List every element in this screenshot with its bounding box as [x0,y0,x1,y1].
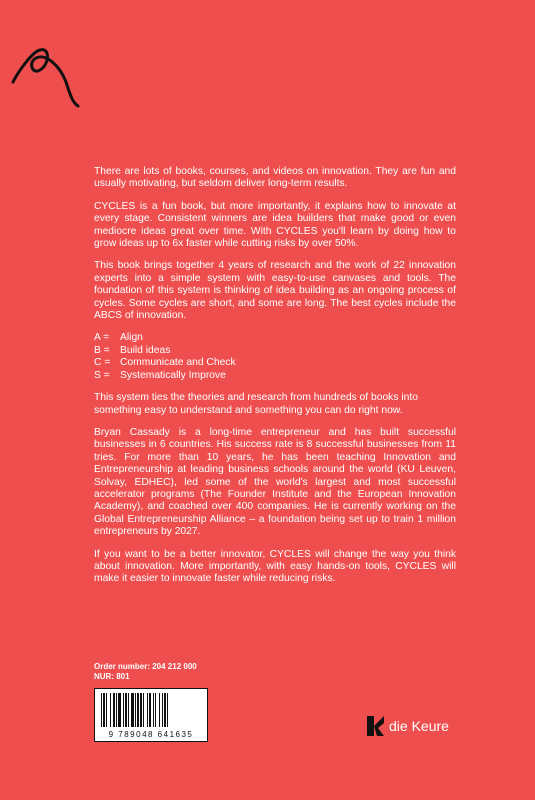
nur-code: NUR: 801 [94,672,130,681]
abcs-item: B = Build ideas [94,344,171,356]
system-paragraph: This system ties the theories and research from hundreds of books into something easy to understand and something you can do right now. [94,392,418,416]
decorative-swirl [10,42,85,112]
barcode-bars [99,693,203,727]
research-paragraph: This book brings together 4 years of research and the work of 22 innovation experts into a simple system with easy-to-use canvases and tools. The foundation of this system is thinking of idea building as an ongoing process of cycles. Some cycles are short, and some are long. The best cycles include the ABCS of innovation. [94,260,456,322]
order-number: Order number: 204 212 000 [94,662,197,671]
closing-paragraph: If you want to be a better innovator, CYCLES will change the way you think about innovation. More importantly, with easy hands-on tools, CYCLES will make it easier to innovate faster while reducing risks. [94,548,456,585]
back-cover-text [94,166,456,596]
abcs-item: A = Align [94,332,143,344]
publisher-logo [367,716,449,736]
barcode [94,688,208,742]
isbn-number: 9 789048 641635 [108,730,194,739]
publisher-name: die Keure [389,718,449,734]
publisher-k-icon [367,716,385,736]
abcs-item: C = Communicate and Check [94,357,236,369]
abcs-item: S = Systematically Improve [94,369,226,381]
abcs-list [94,332,456,382]
author-bio-paragraph: Bryan Cassady is a long-time entrepreneur and has built successful businesses in 6 countries. His success rate is 8 successful businesses from 11 tries. For more than 10 years, he has been teaching Innovation and Entrepreneurship at leading business schools around the world (KU Leuven, Solvay, EDHEC), led some of the world's largest and most successful accelerator programs (The Founder Institute and the European Innovation Academy), and coached over 400 companies. He is currently working on the Global Entrepreneurship Alliance – a foundation being set up to train 1 million entrepreneurs by 2027. [94,426,456,538]
intro-paragraph: There are lots of books, courses, and videos on innovation. They are fun and usually motivating, but seldom deliver long-term results. [94,166,456,190]
book-meta [94,662,197,682]
cycles-paragraph: CYCLES is a fun book, but more importantly, it explains how to innovate at every stage. Consistent winners are idea builders that make good or even mediocre ideas great over time. With CYCLES you'll learn by doing how to grow ideas up to 6x faster while cutting risks by over 50%. [94,200,456,250]
